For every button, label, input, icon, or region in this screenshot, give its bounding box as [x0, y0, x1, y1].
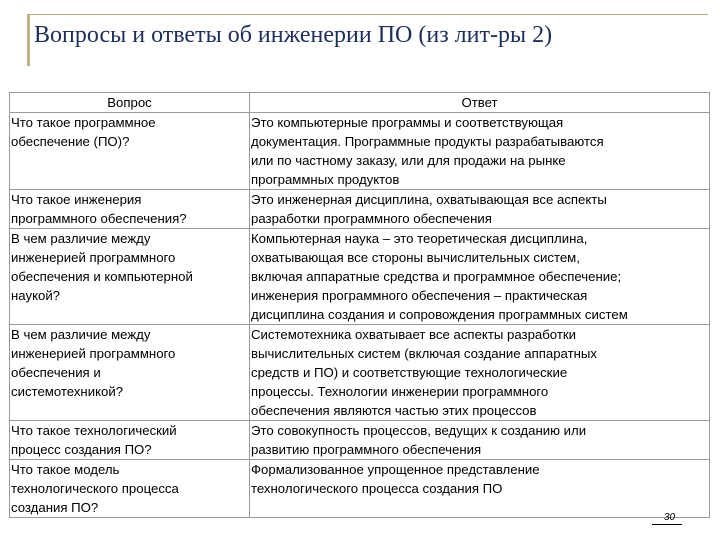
table-header-row	[10, 93, 710, 113]
table-row	[10, 460, 710, 518]
answer-cell: Это компьютерные программы и соответствующая документация. Программные продукты разрабатываются или по частному заказу, или для продажи на рынке программных продуктов	[250, 113, 710, 190]
table-row	[10, 325, 710, 421]
question-cell: Что такое инженерия программного обеспечения?	[10, 190, 250, 229]
page-number: 30	[664, 512, 676, 523]
question-cell: Что такое технологический процесс создания ПО?	[10, 421, 250, 460]
question-cell: Что такое модель технологического процесса создания ПО?	[10, 460, 250, 518]
answer-cell: Это инженерная дисциплина, охватывающая все аспекты разработки программного обеспечения	[250, 190, 710, 229]
page-number-underline	[652, 524, 682, 525]
question-cell: Что такое программное обеспечение (ПО)?	[10, 113, 250, 190]
qa-table	[9, 92, 710, 518]
table-row	[10, 421, 710, 460]
table-row	[10, 190, 710, 229]
answer-cell: Формализованное упрощенное представление технологического процесса создания ПО	[250, 460, 710, 518]
question-cell: В чем различие между инженерией программного обеспечения и компьютерной наукой?	[10, 229, 250, 325]
answer-cell: Системотехника охватывает все аспекты разработки вычислительных систем (включая создание аппаратных средств и ПО) и соответствующие технологические процессы. Технологии инженерии программного обеспечения являются частью этих процессов	[250, 325, 710, 421]
table-row	[10, 229, 710, 325]
answer-cell: Это совокупность процессов, ведущих к созданию или развитию программного обеспечения	[250, 421, 710, 460]
slide-title: Вопросы и ответы об инженерии ПО (из лит-ры 2)	[34, 22, 553, 48]
header-answer: Ответ	[250, 93, 710, 113]
question-cell: В чем различие между инженерией программного обеспечения и системотехникой?	[10, 325, 250, 421]
answer-cell: Компьютерная наука – это теоретическая дисциплина, охватывающая все стороны вычислительных систем, включая аппаратные средства и программное обеспечение; инженерия программного обеспечения – практическая дисциплина создания и сопровождения программных систем	[250, 229, 710, 325]
header-question: Вопрос	[10, 93, 250, 113]
table-row	[10, 113, 710, 190]
